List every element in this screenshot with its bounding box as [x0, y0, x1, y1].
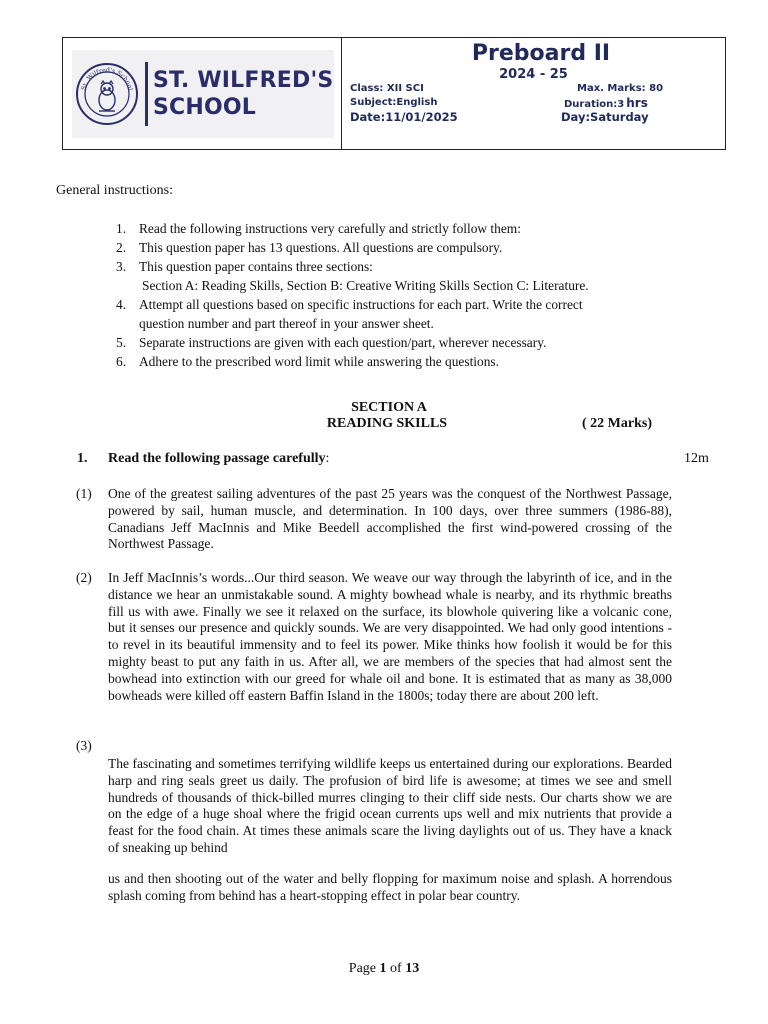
question-marks: 12m [684, 451, 709, 466]
school-logo [72, 50, 334, 138]
exam-year: 2024 - 25 [499, 67, 568, 82]
instruction-item: 6. Adhere to the prescribed word limit while answering the questions. [116, 354, 499, 369]
subject-label: Subject:English [350, 97, 438, 108]
paragraph-number: (3) [76, 738, 92, 753]
instruction-item: 3. This question paper contains three sections: Section A: Reading Skills, Section B: Creative Writing Skills Section C: Literature. [110, 257, 690, 295]
instruction-subline: Section A: Reading Skills, Section B: Creative Writing Skills Section C: Literature. [142, 278, 589, 293]
exam-title: Preboard II [471, 41, 611, 66]
duration-label [564, 96, 648, 110]
section-subtitle: READING SKILLS [326, 416, 448, 431]
svg-text:St. Wilfred's School: St. Wilfred's School [80, 66, 134, 91]
passage-paragraph-3-continued: us and then shooting out of the water and belly flopping for maximum noise and splash. A horrendous splash coming from behind has a heart-stopping effect in polar bear country. [108, 871, 672, 903]
duration-value: Duration:3 [564, 99, 625, 110]
school-name [153, 67, 333, 121]
question-instruction: Read the following passage carefully: [108, 451, 330, 466]
question-number: 1. [77, 451, 88, 466]
page-total: 13 [405, 961, 420, 976]
exam-header [62, 37, 726, 150]
school-seal-icon [75, 62, 139, 126]
page-word: Page [348, 961, 377, 976]
date-label: Date:11/01/2025 [350, 110, 458, 124]
logo-divider [145, 62, 148, 126]
instruction-item: 1. Read the following instructions very carefully and strictly follow them: [116, 221, 521, 236]
school-name-line1: ST. WILFRED'S [153, 67, 334, 93]
paragraph-number: (2) [76, 570, 92, 585]
instruction-item: 4. Attempt all questions based on specific instructions for each part. Write the correct question number and part thereof in your answer sheet. [116, 297, 583, 331]
class-label: Class: XII SCI [350, 83, 424, 94]
passage-paragraph-2: In Jeff MacInnis’s words...Our third season. We weave our way through the labyrinth of ice, and in the distance we hear an unmistakable sound. A mighty bowhead whale is nearby, and its rhythmic breaths fill us with awe. Finally we see it relaxed on the surface, its blowhole quivering like a volcanic cone, but it senses our presence and quickly sounds. We are very disappointed. We had only good intentions - to revel in its beautiful immensity and to feel its power. Mike thinks how foolish it would be for this mighty beast to put any faith in us. After all, we are members of the species that had almost sent the bowhead into extinction with our greed for whale oil and bone. It is estimated that as many as 38,000 bowheads were killed off eastern Baffin Island in the 1800s; today there are about 200 left. [108, 570, 672, 703]
max-marks-label: Max. Marks: 80 [577, 83, 664, 94]
page-number: 1 [379, 961, 387, 976]
page-footer [0, 961, 768, 977]
school-name-line2: SCHOOL [153, 94, 257, 120]
passage-paragraph-3: The fascinating and sometimes terrifying wildlife keeps us entertained during our explorations. Bearded harp and ring seals greet us daily. The profusion of bird life is awesome; at times we see and smell hundreds of thousands of thick-billed murres clinging to their cliff side nests. Our charts show we are on the edge of a huge shoal where the frigid ocean currents ups well and mix nutrients that provide a feast for the food chain. At times these animals scare the living daylights out of us. They have a knack of sneaking up behind [108, 756, 672, 855]
exam-info [342, 38, 725, 149]
logo-cell [63, 38, 342, 149]
of-word: of [390, 961, 402, 976]
instructions-heading: General instructions: [56, 183, 174, 198]
section-marks: ( 22 Marks) [582, 416, 652, 431]
instructions-list [110, 219, 690, 371]
section-title: SECTION A [351, 400, 427, 415]
instruction-item: 2. This question paper has 13 questions. All questions are compulsory. [116, 240, 503, 255]
day-label: Day:Saturday [561, 110, 649, 124]
instruction-item: 5. Separate instructions are given with each question/part, wherever necessary. [116, 335, 547, 350]
paragraph-number: (1) [76, 486, 92, 501]
passage-paragraph-1: One of the greatest sailing adventures of the past 25 years was the conquest of the Northwest Passage, powered by sail, human muscle, and determination. In 100 days, over three summers (1986-88), Canadians Jeff MacInnis and Mike Beedell accomplished the first wind-powered crossing of the Northwest Passage. [108, 486, 672, 552]
duration-unit: hrs [626, 96, 648, 110]
